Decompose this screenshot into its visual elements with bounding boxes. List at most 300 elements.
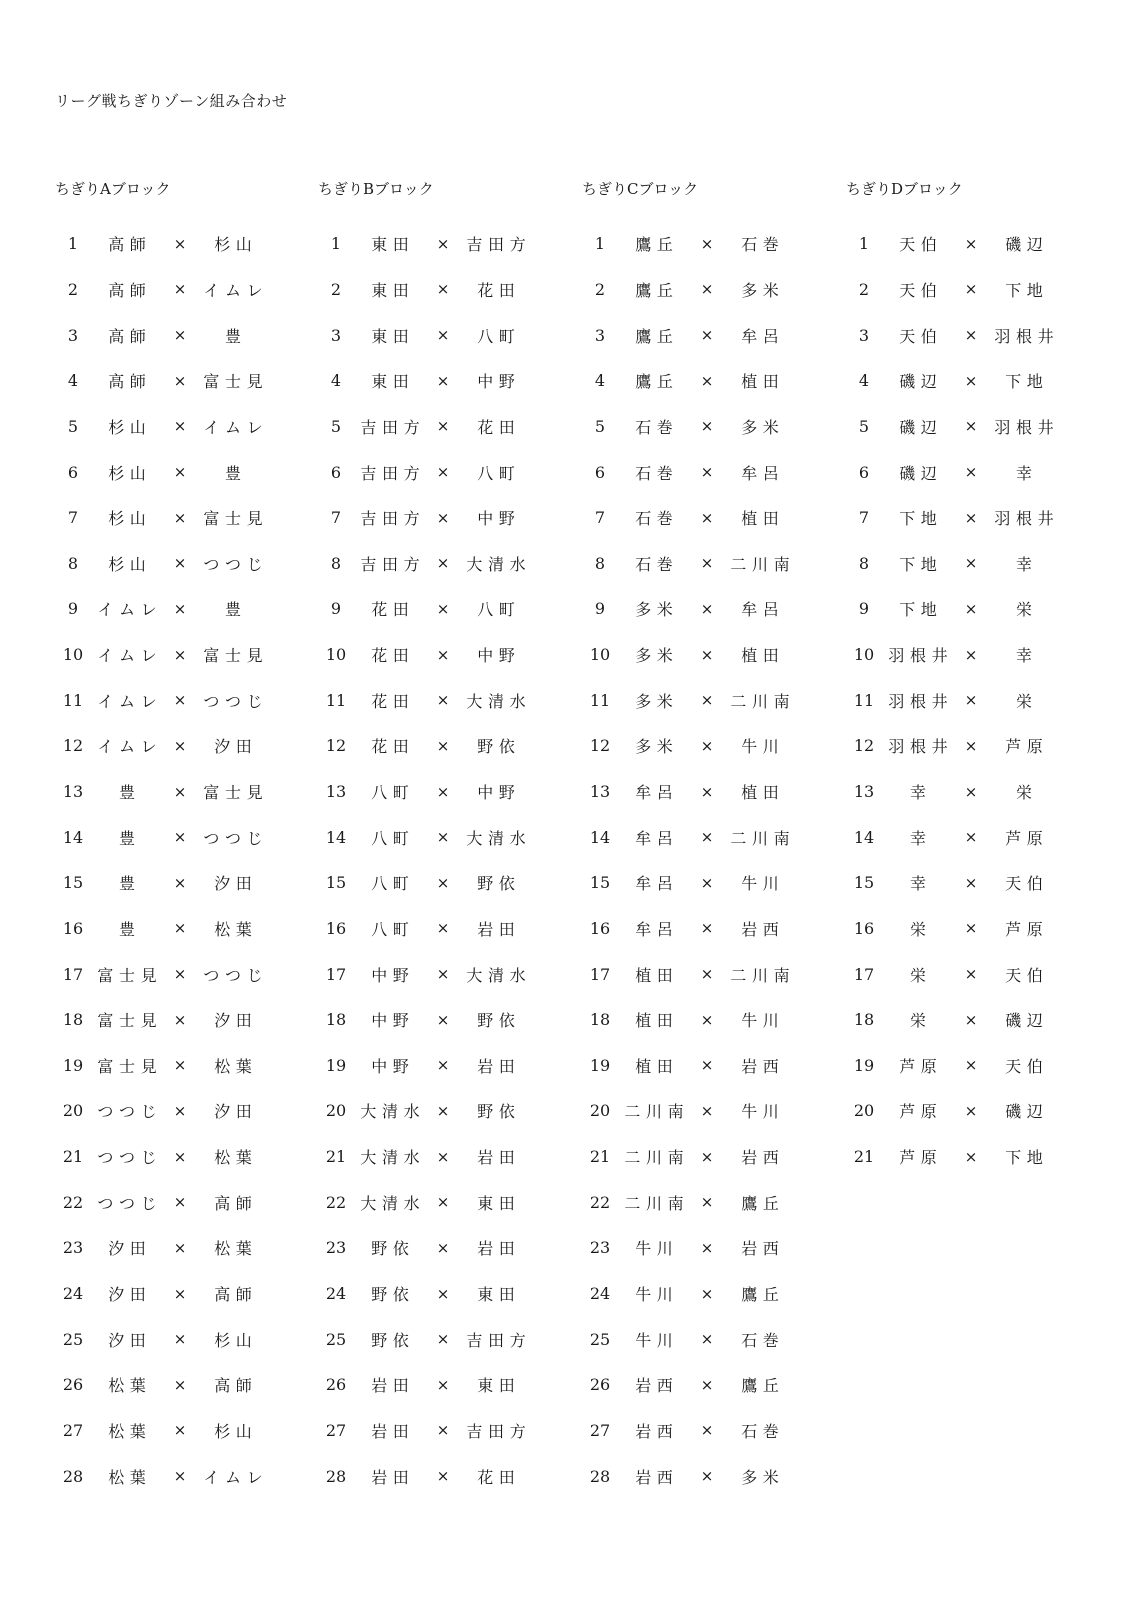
- vs-symbol: ×: [964, 873, 978, 892]
- match-number: 2: [330, 279, 342, 299]
- home-team: 高師: [108, 326, 152, 346]
- match-row: [55, 1134, 305, 1180]
- vs-symbol: ×: [436, 1238, 450, 1257]
- away-team: 牛川: [741, 874, 785, 894]
- match-number: 16: [589, 918, 611, 938]
- vs-symbol: ×: [700, 463, 714, 482]
- match-row: [55, 1043, 305, 1089]
- match-number: 16: [853, 918, 875, 938]
- away-team: 栄: [1015, 783, 1038, 802]
- match-number: 22: [325, 1192, 347, 1212]
- home-team: 東田: [371, 235, 415, 255]
- vs-symbol: ×: [964, 965, 978, 984]
- match-row: [846, 221, 1096, 267]
- match-row: [55, 632, 305, 678]
- away-team: 芦原: [1005, 919, 1049, 939]
- away-team: 中野: [477, 372, 521, 392]
- match-row: [318, 1271, 568, 1317]
- home-team: 石巻: [635, 509, 679, 529]
- away-team: 吉田方: [466, 235, 532, 255]
- match-row: [55, 267, 305, 313]
- match-number: 9: [594, 599, 606, 619]
- match-row: [582, 221, 832, 267]
- match-row: [55, 906, 305, 952]
- home-team: 羽根井: [888, 737, 954, 757]
- match-number: 7: [330, 508, 342, 528]
- away-team: 八町: [477, 600, 521, 620]
- home-team: 天伯: [899, 235, 943, 255]
- home-team: 汐田: [108, 1330, 152, 1350]
- away-team: 岩西: [741, 1056, 785, 1076]
- match-row: [846, 267, 1096, 313]
- match-number: 3: [330, 325, 342, 345]
- home-team: 野依: [371, 1285, 415, 1305]
- vs-symbol: ×: [436, 1056, 450, 1075]
- vs-symbol: ×: [436, 691, 450, 710]
- home-team: 羽根井: [888, 646, 954, 666]
- match-row: [582, 586, 832, 632]
- vs-symbol: ×: [700, 1284, 714, 1303]
- match-row: [55, 860, 305, 906]
- vs-symbol: ×: [173, 782, 187, 801]
- away-team: 二川南: [730, 691, 796, 711]
- match-number: 26: [62, 1375, 84, 1395]
- vs-symbol: ×: [436, 1421, 450, 1440]
- match-number: 8: [67, 553, 79, 573]
- home-team: 汐田: [108, 1285, 152, 1305]
- home-team: 多米: [635, 691, 679, 711]
- match-row: [55, 1362, 305, 1408]
- match-row: [55, 1179, 305, 1225]
- match-number: 9: [330, 599, 342, 619]
- match-row: [55, 404, 305, 450]
- home-team: 中野: [371, 1011, 415, 1031]
- away-team: 多米: [741, 280, 785, 300]
- vs-symbol: ×: [173, 554, 187, 573]
- match-list: [55, 221, 305, 1499]
- home-team: イムレ: [97, 737, 163, 757]
- vs-symbol: ×: [700, 599, 714, 618]
- vs-symbol: ×: [700, 1193, 714, 1212]
- match-row: [582, 814, 832, 860]
- vs-symbol: ×: [173, 1421, 187, 1440]
- vs-symbol: ×: [436, 873, 450, 892]
- vs-symbol: ×: [700, 417, 714, 436]
- away-team: 野依: [477, 737, 521, 757]
- home-team: 磯辺: [899, 372, 943, 392]
- match-number: 18: [589, 1010, 611, 1030]
- home-team: 松葉: [108, 1467, 152, 1487]
- away-team: 磯辺: [1005, 1102, 1049, 1122]
- match-row: [55, 449, 305, 495]
- home-team: つつじ: [97, 1102, 163, 1122]
- match-number: 8: [594, 553, 606, 573]
- home-team: 野依: [371, 1239, 415, 1259]
- match-row: [55, 1408, 305, 1454]
- vs-symbol: ×: [436, 645, 450, 664]
- vs-symbol: ×: [964, 234, 978, 253]
- away-team: 幸: [1015, 646, 1038, 666]
- home-team: 東田: [371, 372, 415, 392]
- match-row: [582, 860, 832, 906]
- match-number: 27: [325, 1420, 347, 1440]
- match-row: [582, 495, 832, 541]
- away-team: 汐田: [214, 737, 258, 757]
- vs-symbol: ×: [436, 234, 450, 253]
- match-number: 19: [853, 1055, 875, 1075]
- match-number: 1: [594, 234, 606, 254]
- vs-symbol: ×: [964, 1147, 978, 1166]
- match-number: 14: [589, 827, 611, 847]
- match-row: [318, 586, 568, 632]
- away-team: 植田: [741, 509, 785, 529]
- away-team: 豊: [224, 326, 247, 346]
- match-row: [846, 312, 1096, 358]
- vs-symbol: ×: [700, 1238, 714, 1257]
- vs-symbol: ×: [436, 599, 450, 618]
- vs-symbol: ×: [700, 736, 714, 755]
- home-team: 植田: [635, 1056, 679, 1076]
- vs-symbol: ×: [173, 599, 187, 618]
- home-team: 羽根井: [888, 691, 954, 711]
- vs-symbol: ×: [436, 782, 450, 801]
- away-team: 多米: [741, 1467, 785, 1487]
- away-team: 岩田: [477, 1148, 521, 1168]
- away-team: 松葉: [214, 1239, 258, 1259]
- block-title: ちぎりCブロック: [582, 180, 699, 198]
- away-team: 牟呂: [741, 463, 785, 483]
- home-team: 汐田: [108, 1239, 152, 1259]
- match-row: [846, 632, 1096, 678]
- match-row: [318, 449, 568, 495]
- away-team: イムレ: [203, 1467, 269, 1487]
- match-number: 9: [67, 599, 79, 619]
- match-row: [846, 540, 1096, 586]
- match-number: 25: [325, 1329, 347, 1349]
- match-list: [582, 221, 832, 1499]
- vs-symbol: ×: [700, 554, 714, 573]
- away-team: 高師: [214, 1193, 258, 1213]
- vs-symbol: ×: [436, 1010, 450, 1029]
- match-number: 12: [325, 736, 347, 756]
- vs-symbol: ×: [436, 965, 450, 984]
- match-number: 21: [589, 1147, 611, 1167]
- match-number: 1: [330, 234, 342, 254]
- vs-symbol: ×: [436, 554, 450, 573]
- match-row: [582, 1271, 832, 1317]
- vs-symbol: ×: [436, 1330, 450, 1349]
- home-team: 幸: [909, 783, 932, 802]
- away-team: 鷹丘: [741, 1376, 785, 1396]
- match-row: [318, 814, 568, 860]
- home-team: 幸: [909, 828, 932, 848]
- vs-symbol: ×: [964, 919, 978, 938]
- home-team: 下地: [899, 554, 943, 574]
- away-team: 磯辺: [1005, 1011, 1049, 1031]
- away-team: 中野: [477, 783, 521, 802]
- match-row: [55, 1271, 305, 1317]
- home-team: 幸: [909, 874, 932, 894]
- away-team: 高師: [214, 1376, 258, 1396]
- match-number: 3: [858, 325, 870, 345]
- match-row: [318, 677, 568, 723]
- vs-symbol: ×: [700, 508, 714, 527]
- match-number: 27: [589, 1420, 611, 1440]
- home-team: 栄: [909, 965, 932, 985]
- home-team: 植田: [635, 1011, 679, 1031]
- vs-symbol: ×: [964, 280, 978, 299]
- home-team: 高師: [108, 280, 152, 300]
- home-team: 多米: [635, 600, 679, 620]
- match-number: 7: [594, 508, 606, 528]
- away-team: 多米: [741, 417, 785, 437]
- away-team: 牛川: [741, 1011, 785, 1031]
- home-team: 牟呂: [635, 919, 679, 939]
- match-row: [582, 1179, 832, 1225]
- match-row: [318, 1088, 568, 1134]
- match-number: 1: [67, 234, 79, 254]
- match-row: [318, 1225, 568, 1271]
- vs-symbol: ×: [173, 234, 187, 253]
- away-team: 中野: [477, 646, 521, 666]
- away-team: 杉山: [214, 1421, 258, 1441]
- vs-symbol: ×: [964, 599, 978, 618]
- away-team: 汐田: [214, 1102, 258, 1122]
- away-team: 野依: [477, 1102, 521, 1122]
- home-team: 吉田方: [360, 463, 426, 483]
- vs-symbol: ×: [436, 326, 450, 345]
- home-team: 花田: [371, 646, 415, 666]
- away-team: つつじ: [203, 965, 269, 985]
- match-row: [55, 540, 305, 586]
- match-number: 10: [589, 645, 611, 665]
- match-row: [318, 267, 568, 313]
- match-number: 15: [589, 873, 611, 893]
- match-number: 16: [325, 918, 347, 938]
- home-team: 吉田方: [360, 417, 426, 437]
- match-row: [582, 267, 832, 313]
- match-row: [846, 1134, 1096, 1180]
- vs-symbol: ×: [964, 463, 978, 482]
- match-number: 11: [325, 690, 347, 710]
- block-a: [55, 178, 305, 1499]
- match-number: 12: [853, 736, 875, 756]
- match-number: 15: [62, 873, 84, 893]
- match-row: [846, 769, 1096, 815]
- home-team: 八町: [371, 919, 415, 939]
- home-team: 大清水: [360, 1148, 426, 1168]
- home-team: 鷹丘: [635, 280, 679, 300]
- home-team: 牟呂: [635, 874, 679, 894]
- match-number: 20: [325, 1101, 347, 1121]
- match-row: [55, 1225, 305, 1271]
- match-row: [55, 586, 305, 632]
- away-team: 天伯: [1005, 1056, 1049, 1076]
- away-team: 天伯: [1005, 965, 1049, 985]
- away-team: 鷹丘: [741, 1193, 785, 1213]
- home-team: つつじ: [97, 1148, 163, 1168]
- home-team: 鷹丘: [635, 372, 679, 392]
- vs-symbol: ×: [173, 1284, 187, 1303]
- vs-symbol: ×: [700, 1010, 714, 1029]
- block-title: ちぎりBブロック: [318, 180, 434, 198]
- away-team: イムレ: [203, 280, 269, 300]
- away-team: 植田: [741, 372, 785, 392]
- match-number: 19: [62, 1055, 84, 1075]
- match-number: 2: [594, 279, 606, 299]
- match-number: 28: [62, 1466, 84, 1486]
- match-number: 6: [67, 462, 79, 482]
- match-number: 11: [589, 690, 611, 710]
- home-team: 多米: [635, 737, 679, 757]
- home-team: 岩田: [371, 1421, 415, 1441]
- home-team: 豊: [118, 828, 141, 848]
- vs-symbol: ×: [964, 1056, 978, 1075]
- vs-symbol: ×: [173, 1101, 187, 1120]
- match-row: [318, 1134, 568, 1180]
- home-team: 天伯: [899, 280, 943, 300]
- match-row: [55, 997, 305, 1043]
- away-team: 磯辺: [1005, 235, 1049, 255]
- match-row: [318, 1408, 568, 1454]
- home-team: 中野: [371, 1056, 415, 1076]
- away-team: 高師: [214, 1285, 258, 1305]
- vs-symbol: ×: [173, 919, 187, 938]
- home-team: 松葉: [108, 1376, 152, 1396]
- vs-symbol: ×: [173, 1375, 187, 1394]
- home-team: 八町: [371, 828, 415, 848]
- home-team: 八町: [371, 783, 415, 802]
- match-number: 23: [62, 1238, 84, 1258]
- vs-symbol: ×: [964, 782, 978, 801]
- away-team: 栄: [1015, 691, 1038, 711]
- away-team: 石巻: [741, 1421, 785, 1441]
- away-team: 羽根井: [994, 326, 1060, 346]
- match-number: 10: [325, 645, 347, 665]
- match-number: 4: [594, 371, 606, 391]
- match-number: 9: [858, 599, 870, 619]
- match-number: 3: [594, 325, 606, 345]
- match-list: [846, 221, 1096, 1179]
- away-team: 石巻: [741, 1330, 785, 1350]
- away-team: 吉田方: [466, 1421, 532, 1441]
- home-team: 石巻: [635, 417, 679, 437]
- match-row: [846, 404, 1096, 450]
- away-team: 杉山: [214, 235, 258, 255]
- home-team: 大清水: [360, 1102, 426, 1122]
- vs-symbol: ×: [173, 691, 187, 710]
- match-row: [582, 312, 832, 358]
- vs-symbol: ×: [700, 1330, 714, 1349]
- vs-symbol: ×: [436, 1467, 450, 1486]
- away-team: 二川南: [730, 828, 796, 848]
- match-number: 17: [589, 964, 611, 984]
- vs-symbol: ×: [173, 326, 187, 345]
- vs-symbol: ×: [700, 873, 714, 892]
- vs-symbol: ×: [964, 326, 978, 345]
- match-row: [318, 1316, 568, 1362]
- away-team: イムレ: [203, 417, 269, 437]
- home-team: 東田: [371, 280, 415, 300]
- vs-symbol: ×: [173, 280, 187, 299]
- match-number: 12: [589, 736, 611, 756]
- vs-symbol: ×: [173, 1010, 187, 1029]
- match-row: [318, 997, 568, 1043]
- home-team: 富士見: [97, 965, 163, 985]
- home-team: 牟呂: [635, 828, 679, 848]
- away-team: 富士見: [203, 783, 269, 802]
- match-number: 11: [62, 690, 84, 710]
- vs-symbol: ×: [173, 965, 187, 984]
- away-team: 野依: [477, 874, 521, 894]
- match-row: [582, 449, 832, 495]
- away-team: つつじ: [203, 554, 269, 574]
- vs-symbol: ×: [173, 1330, 187, 1349]
- match-row: [846, 906, 1096, 952]
- vs-symbol: ×: [964, 417, 978, 436]
- vs-symbol: ×: [436, 1101, 450, 1120]
- home-team: 松葉: [108, 1421, 152, 1441]
- match-number: 17: [325, 964, 347, 984]
- match-row: [582, 1225, 832, 1271]
- match-number: 3: [67, 325, 79, 345]
- match-number: 2: [67, 279, 79, 299]
- vs-symbol: ×: [436, 1147, 450, 1166]
- away-team: 芦原: [1005, 737, 1049, 757]
- away-team: 吉田方: [466, 1330, 532, 1350]
- away-team: 八町: [477, 463, 521, 483]
- vs-symbol: ×: [700, 782, 714, 801]
- match-number: 22: [589, 1192, 611, 1212]
- vs-symbol: ×: [173, 508, 187, 527]
- match-number: 10: [62, 645, 84, 665]
- home-team: 牛川: [635, 1330, 679, 1350]
- vs-symbol: ×: [436, 280, 450, 299]
- match-number: 18: [853, 1010, 875, 1030]
- match-row: [582, 404, 832, 450]
- home-team: 高師: [108, 235, 152, 255]
- home-team: イムレ: [97, 646, 163, 666]
- vs-symbol: ×: [436, 828, 450, 847]
- match-row: [318, 495, 568, 541]
- vs-symbol: ×: [436, 736, 450, 755]
- match-row: [318, 540, 568, 586]
- vs-symbol: ×: [173, 1056, 187, 1075]
- vs-symbol: ×: [964, 828, 978, 847]
- match-number: 21: [62, 1147, 84, 1167]
- match-number: 6: [330, 462, 342, 482]
- match-number: 5: [858, 416, 870, 436]
- vs-symbol: ×: [700, 1421, 714, 1440]
- vs-symbol: ×: [700, 691, 714, 710]
- match-number: 24: [62, 1284, 84, 1304]
- home-team: 天伯: [899, 326, 943, 346]
- away-team: 汐田: [214, 1011, 258, 1031]
- home-team: 芦原: [899, 1102, 943, 1122]
- block-c: [582, 178, 832, 1499]
- match-row: [582, 997, 832, 1043]
- match-number: 21: [325, 1147, 347, 1167]
- home-team: 下地: [899, 600, 943, 620]
- match-number: 24: [325, 1284, 347, 1304]
- home-team: 多米: [635, 646, 679, 666]
- match-row: [55, 677, 305, 723]
- away-team: つつじ: [203, 691, 269, 711]
- block-title: ちぎりDブロック: [846, 180, 963, 198]
- match-number: 21: [853, 1147, 875, 1167]
- match-row: [55, 723, 305, 769]
- match-row: [846, 997, 1096, 1043]
